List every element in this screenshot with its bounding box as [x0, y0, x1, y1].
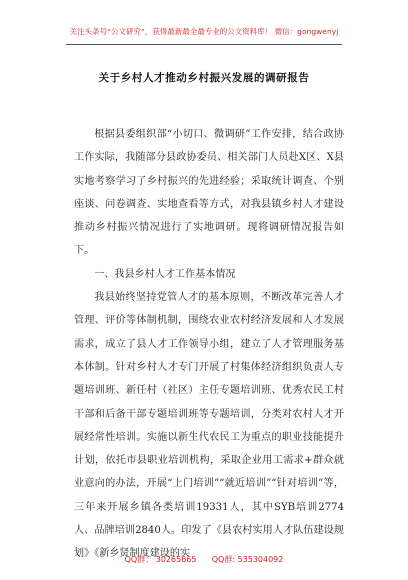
header-divider [66, 44, 342, 45]
document-body [74, 123, 344, 566]
document-title: 关于乡村人才推动乡村振兴发展的调研报告 [98, 72, 310, 84]
body-paragraph: 我县始终坚持党管人才的基本原则，不断改革完善人才管理、评价等体制机制，围绕农业农村经济发展和人才发展需求，成立了县人才工作领导小组，建立了人才管理服务基本体制。针对乡村人才专门开展了村集体经济组织负责人专题培训班、新任村（社区）主任专题培训班、优秀农民工村干部和后备干部专题培训班等专题培训，分类对农村人才开展经常性培训。实施以新生代农民工为重点的职业技能提升计划，依托市县职业培训机构，采取企业用工需求+群众就业意向的办法，开展“上门培训”“就近培训”“针对培训”等，三年来开展乡镇各类培训19331人，其中SYB培训2774人、品牌培训2840人。印发了《县农村实用人才队伍建设规划》《新乡贤制度建设的实 [74, 292, 344, 560]
header-banner: 关注头条号“公文研究”，获得最新最全最专业的公文资料库！ 微信：gongwenyj [69, 27, 339, 36]
section-heading: 一、我县乡村人才工作基本情况 [94, 268, 236, 280]
intro-paragraph: 根据县委组织部“小切口、微调研”工作安排，结合政协工作实际，我随部分县政协委员、相关部门人员赴X区、X县实地考察学习了乡村振兴的先进经验；采取统计调查、个别座谈、问卷调查、实地查看等方式，对我县镇乡村人才建设推动乡村振兴情况进行了实地调研。现将调研情况报告如下。 [74, 129, 344, 257]
footer-contact: QQ群： 30265665 QQ群: 535304092 [124, 555, 284, 564]
